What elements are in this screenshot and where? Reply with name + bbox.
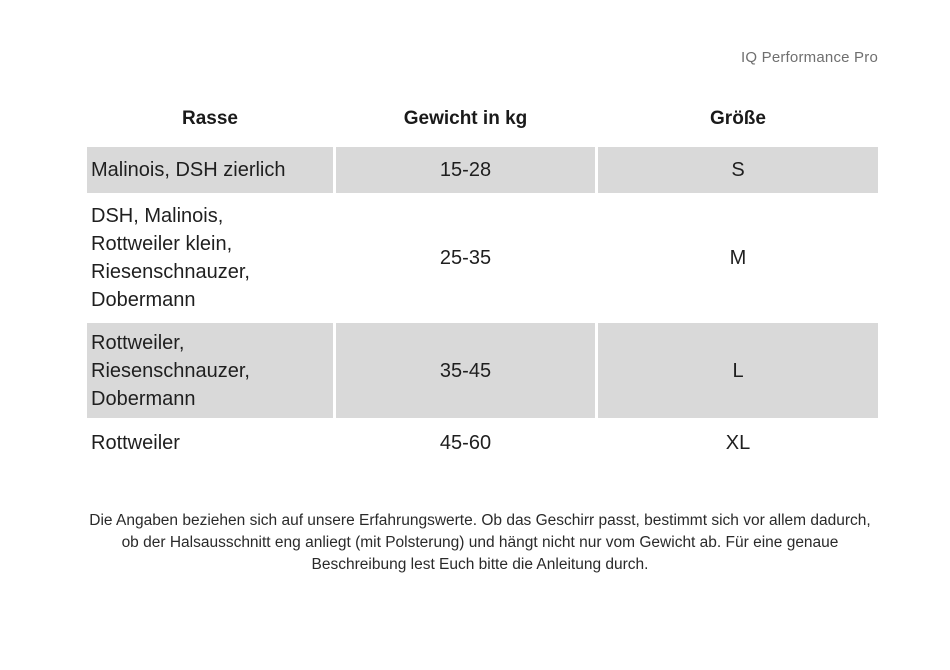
weight-cell: 15-28 [333, 147, 598, 193]
weight-cell: 35-45 [333, 323, 598, 418]
table-row [87, 418, 878, 468]
product-name: IQ Performance Pro [741, 49, 878, 66]
table-header-row [87, 92, 878, 145]
breed-cell: Malinois, DSH zierlich [87, 147, 333, 193]
size-cell: XL [725, 432, 751, 454]
breed-cell: DSH, Malinois, Rottweiler klein, Riesenschnauzer, Dobermann [91, 205, 250, 311]
table-row [87, 147, 878, 193]
table-row [87, 323, 878, 418]
fit-note: Die Angaben beziehen sich auf unsere Erfahrungswerte. Ob das Geschirr passt, bestimmt sich vor allem dadurch, ob der Halsausschnitt eng anliegt (mit Polsterung) und hängt nicht nur vom Gewicht ab. Für eine genaue Beschreibung lest Euch bitte die Anleitung durch. [89, 512, 871, 573]
weight-cell: 45-60 [439, 432, 492, 454]
header-weight: Gewicht in kg [403, 107, 528, 129]
size-cell: M [729, 247, 747, 269]
size-cell: L [598, 323, 878, 418]
weight-cell: 25-35 [439, 247, 492, 269]
table-body [87, 147, 878, 468]
header-size: Größe [710, 107, 766, 129]
size-table [87, 92, 878, 468]
size-cell: S [598, 147, 878, 193]
breed-cell: Rottweiler, Riesenschnauzer, Dobermann [87, 323, 333, 418]
breed-cell: Rottweiler [91, 432, 180, 454]
header-breed: Rasse [182, 107, 238, 129]
table-row [87, 193, 878, 323]
